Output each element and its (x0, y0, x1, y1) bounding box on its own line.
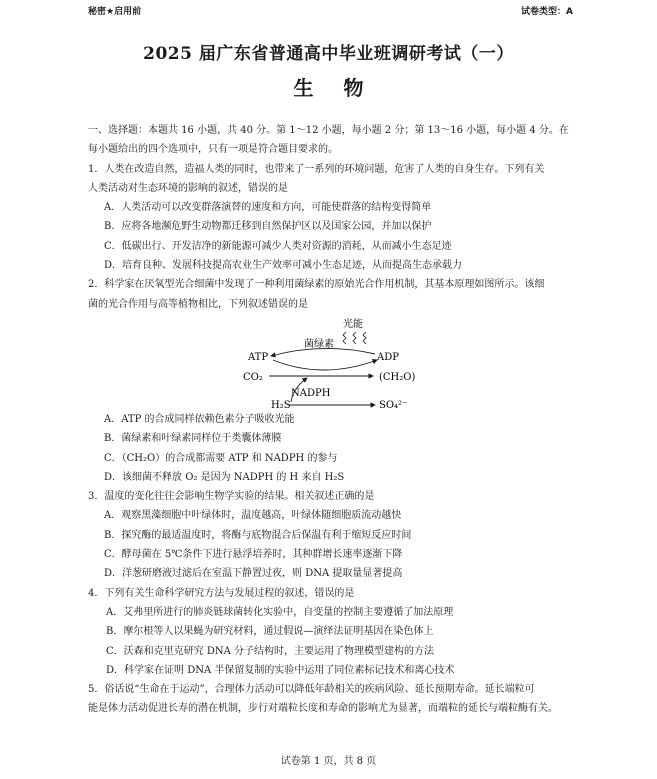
question-1-stem: 人类活动对生态环境的影响的叙述，错误的是 (88, 182, 288, 194)
question-2-option-d: D．该细菌不释放 O₂ 是因为 NADPH 的 H 来自 H₂S (104, 471, 345, 483)
atp-label: ATP (248, 351, 269, 363)
question-3-option-d: D．洋葱研磨液过滤后在室温下静置过夜，则 DNA 提取量显著提高 (104, 568, 403, 580)
photosynthesis-diagram-svg (243, 314, 443, 410)
question-2-option-c: C．（CH₂O）的合成都需要 ATP 和 NADPH 的参与 (104, 452, 338, 464)
question-4-stem: 4．下列有关生命科学研究方法与发展过程的叙述，错误的是 (88, 587, 355, 599)
question-2-option-b: B．菌绿素和叶绿素同样位于类囊体薄膜 (104, 433, 282, 445)
question-1-option-d: D．培育良种、发展科技提高农业生产效率可减小生态足迹，从而提高生态承载力 (104, 260, 463, 272)
bacteriochlorophyll-label: 菌绿素 (304, 338, 334, 350)
light-ray-icon (363, 332, 366, 344)
question-1-option-c: C．低碳出行、开发洁净的新能源可减少人类对资源的消耗，从而减小生态足迹 (104, 240, 452, 252)
exam-content (88, 121, 593, 719)
page-footer: 试卷第 1 页，共 8 页 (280, 756, 377, 767)
question-3-stem: 3．温度的变化往往会影响生物学实验的结果。相关叙述正确的是 (88, 491, 375, 503)
subject-title: 生物 (293, 76, 394, 100)
light-energy-label: 光能 (343, 318, 363, 330)
question-4-option-c: C．沃森和克里克研究 DNA 分子结构时，主要运用了物理模型建构的方法 (106, 645, 434, 657)
question-4-option-a: A．艾弗里所进行的肺炎链球菌转化实验中，自变量的控制主要遵循了加法原理 (106, 606, 454, 618)
question-3-option-a: A．观察黑藻细胞中叶绿体时，温度越高，叶绿体随细胞质流动越快 (104, 510, 402, 522)
adp-label: ADP (377, 351, 399, 363)
section-intro-line: 每小题给出的四个选项中，只有一项是符合题目要求的。 (88, 144, 338, 156)
question-2-stem: 2．科学家在厌氧型光合细菌中发现了一种利用菌绿素的原始光合作用机制，其基本原理如图所示。该细 (88, 279, 545, 291)
light-ray-icon (353, 332, 356, 344)
question-3-option-c: C．酵母菌在 5℃条件下进行悬浮培养时，其种群增长速率逐渐下降 (104, 549, 403, 561)
question-1-stem: 1．人类在改造自然，造福人类的同时，也带来了一系列的环境问题，危害了人类的自身生存。下列有关 (88, 163, 545, 175)
question-4-option-d: D．科学家在证明 DNA 半保留复制的实验中运用了同位素标记技术和离心技术 (106, 664, 455, 676)
question-3-option-b: B．探究酶的最适温度时，将酶与底物混合后保温有利于缩短反应时间 (104, 529, 412, 541)
section-intro-line: 一、选择题：本题共 16 小题，共 40 分。第 1～12 小题，每小题 2 分；第 13～16 小题，每小题 4 分。在 (88, 125, 569, 136)
sugar-label: (CH₂O) (379, 371, 416, 383)
question-5-stem: 能是体力活动促进长寿的潜在机制，步行对端粒长度和寿命的影响尤为显著，而端粒的延长与端粒酶有关。 (88, 703, 558, 715)
confidential-label: 秘密★启用前 (88, 7, 142, 17)
sulfate-label: SO₄²⁻ (379, 399, 408, 410)
photosynthesis-diagram (88, 314, 593, 410)
question-5-stem: 5．俗话说“生命在于运动”，合理体力活动可以降低年龄相关的疾病风险、延长预期寿命。延长端粒可 (88, 684, 535, 696)
co2-label: CO₂ (243, 371, 263, 383)
question-4-option-b: B．摩尔根等人以果蝇为研究材料，通过假说—演绎法证明基因在染色体上 (106, 626, 434, 638)
question-1-option-b: B．应将各地濒危野生动物都迁移到自然保护区以及国家公园，并加以保护 (104, 221, 432, 233)
light-ray-icon (343, 332, 346, 344)
question-2-stem: 菌的光合作用与高等植物相比，下列叙述错误的是 (88, 298, 308, 310)
h2s-label: H₂S (271, 399, 291, 410)
question-2-option-a: A．ATP 的合成同样依赖色素分子吸收光能 (104, 413, 295, 425)
atp-to-adp-arrow (273, 360, 377, 370)
question-1-option-a: A．人类活动可以改变群落演替的速度和方向，可能使群落的结构变得简单 (104, 202, 432, 214)
exam-title: 2025 届广东省普通高中毕业班调研考试（一） (143, 44, 514, 64)
paper-type-label: 试卷类型：A (521, 7, 573, 17)
nadph-label: NADPH (291, 387, 331, 399)
